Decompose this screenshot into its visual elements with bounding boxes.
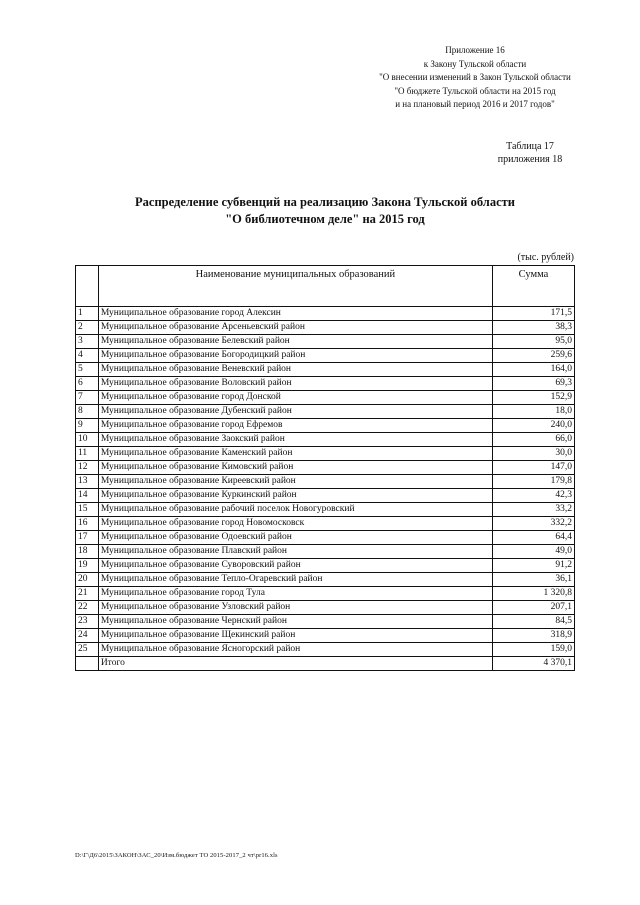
table-row (76, 433, 575, 447)
document-title (100, 194, 550, 228)
units-label: (тыс. рублей) (517, 252, 574, 263)
row-num-cell: 22 (76, 601, 99, 615)
row-sum-cell: 259,6 (492, 349, 574, 363)
row-sum-cell: 18,0 (492, 405, 574, 419)
row-sum-cell: 91,2 (492, 559, 574, 573)
table-row (76, 587, 575, 601)
row-name-cell: Муниципальное образование город Ефремов (98, 419, 492, 433)
row-sum-cell: 318,9 (492, 629, 574, 643)
total-row (76, 657, 575, 671)
appendix-line: к Закону Тульской области (423, 58, 527, 69)
table-row (76, 419, 575, 433)
row-num-cell: 9 (76, 419, 99, 433)
row-sum-cell: 207,1 (492, 601, 574, 615)
row-name-cell: Муниципальное образование Арсеньевский район (98, 321, 492, 335)
row-name-cell: Муниципальное образование Заокский район (98, 433, 492, 447)
row-name-cell: Муниципальное образование город Новомосковск (98, 517, 492, 531)
row-name-cell: Муниципальное образование Чернский район (98, 615, 492, 629)
row-name-cell: Муниципальное образование Тепло-Огаревский район (98, 573, 492, 587)
subventions-table (75, 265, 575, 671)
row-num-cell: 25 (76, 643, 99, 657)
row-num-cell: 23 (76, 615, 99, 629)
row-name-cell: Муниципальное образование город Донской (98, 391, 492, 405)
appendix-line: "О бюджете Тульской области на 2015 год (394, 85, 556, 96)
row-name-cell: Муниципальное образование Веневский район (98, 363, 492, 377)
table-row (76, 559, 575, 573)
table-row (76, 601, 575, 615)
table-row (76, 363, 575, 377)
row-name-cell: Муниципальное образование Щекинский район (98, 629, 492, 643)
row-num-cell: 17 (76, 531, 99, 545)
table-row (76, 475, 575, 489)
table-row (76, 643, 575, 657)
table-row (76, 545, 575, 559)
document-title-line: Распределение субвенций на реализацию Закона Тульской области (135, 195, 515, 209)
row-sum-cell: 147,0 (492, 461, 574, 475)
row-name-cell: Муниципальное образование Каменский район (98, 447, 492, 461)
row-sum-cell: 42,3 (492, 489, 574, 503)
row-sum-cell: 49,0 (492, 545, 574, 559)
row-sum-cell: 95,0 (492, 335, 574, 349)
appendix-line: "О внесении изменений в Закон Тульской области (379, 72, 571, 82)
row-name-cell: Муниципальное образование рабочий поселок Новогуровский (98, 503, 492, 517)
row-name-cell: Муниципальное образование Киреевский район (98, 475, 492, 489)
row-sum-cell: 171,5 (492, 307, 574, 321)
header-name-cell: Наименование муниципальных образований (98, 266, 492, 307)
row-name-cell: Муниципальное образование Ясногорский район (98, 643, 492, 657)
row-sum-cell: 84,5 (492, 615, 574, 629)
header-num-cell (76, 266, 99, 307)
row-name-cell: Муниципальное образование Кимовский район (98, 461, 492, 475)
table-row (76, 321, 575, 335)
appendix-line: Приложение 16 (445, 45, 505, 55)
table-row (76, 531, 575, 545)
row-num-cell: 13 (76, 475, 99, 489)
row-sum-cell: 38,3 (492, 321, 574, 335)
row-sum-cell: 332,2 (492, 517, 574, 531)
table-row (76, 377, 575, 391)
row-num-cell: 19 (76, 559, 99, 573)
row-num-cell: 11 (76, 447, 99, 461)
row-name-cell: Муниципальное образование город Тула (98, 587, 492, 601)
row-num-cell: 20 (76, 573, 99, 587)
row-sum-cell: 30,0 (492, 447, 574, 461)
file-path-footer: D:\Г\Д6\2015\ЗАКОН\ЗАС_20\Изм.бюджет ТО 2015-2017_2 чт\pr16.xls (75, 852, 278, 859)
row-sum-cell: 66,0 (492, 433, 574, 447)
appendix-line: и на плановый период 2016 и 2017 годов" (395, 99, 555, 109)
table-row (76, 461, 575, 475)
table-row (76, 615, 575, 629)
row-name-cell: Муниципальное образование Суворовский район (98, 559, 492, 573)
row-sum-cell: 152,9 (492, 391, 574, 405)
row-num-cell: 2 (76, 321, 99, 335)
document-title-line: "О библиотечном деле" на 2015 год (225, 212, 425, 226)
row-num-cell: 6 (76, 377, 99, 391)
table-row (76, 573, 575, 587)
row-num-cell: 4 (76, 349, 99, 363)
table-row (76, 391, 575, 405)
table-row (76, 503, 575, 517)
row-sum-cell: 159,0 (492, 643, 574, 657)
table-row (76, 447, 575, 461)
row-name-cell: Муниципальное образование Воловский район (98, 377, 492, 391)
row-sum-cell: 240,0 (492, 419, 574, 433)
table-row (76, 349, 575, 363)
row-name-cell: Итого (98, 657, 492, 671)
row-num-cell (76, 657, 99, 671)
row-name-cell: Муниципальное образование Куркинский район (98, 489, 492, 503)
row-sum-cell: 36,1 (492, 573, 574, 587)
table-row (76, 307, 575, 321)
row-num-cell: 7 (76, 391, 99, 405)
row-sum-cell: 164,0 (492, 363, 574, 377)
table-row (76, 489, 575, 503)
row-num-cell: 12 (76, 461, 99, 475)
row-sum-cell: 33,2 (492, 503, 574, 517)
table-row (76, 335, 575, 349)
row-name-cell: Муниципальное образование Дубенский район (98, 405, 492, 419)
row-name-cell: Муниципальное образование Богородицкий район (98, 349, 492, 363)
table-reference-line: приложения 18 (497, 154, 563, 165)
row-name-cell: Муниципальное образование Одоевский район (98, 531, 492, 545)
row-name-cell: Муниципальное образование Узловский район (98, 601, 492, 615)
table-reference-line: Таблица 17 (506, 141, 554, 152)
row-sum-cell: 64,4 (492, 531, 574, 545)
row-num-cell: 21 (76, 587, 99, 601)
row-num-cell: 8 (76, 405, 99, 419)
row-num-cell: 18 (76, 545, 99, 559)
row-num-cell: 3 (76, 335, 99, 349)
row-num-cell: 10 (76, 433, 99, 447)
table-row (76, 405, 575, 419)
appendix-header (330, 44, 620, 112)
row-num-cell: 1 (76, 307, 99, 321)
row-sum-cell: 4 370,1 (492, 657, 574, 671)
row-num-cell: 5 (76, 363, 99, 377)
row-num-cell: 16 (76, 517, 99, 531)
table-row (76, 517, 575, 531)
row-name-cell: Муниципальное образование Белевский район (98, 335, 492, 349)
row-name-cell: Муниципальное образование Плавский район (98, 545, 492, 559)
row-name-cell: Муниципальное образование город Алексин (98, 307, 492, 321)
row-num-cell: 15 (76, 503, 99, 517)
table-reference (470, 140, 590, 166)
row-sum-cell: 69,3 (492, 377, 574, 391)
table-header-row (76, 266, 575, 307)
row-sum-cell: 1 320,8 (492, 587, 574, 601)
header-sum-cell: Сумма (492, 266, 574, 307)
table-row (76, 629, 575, 643)
row-sum-cell: 179,8 (492, 475, 574, 489)
row-num-cell: 24 (76, 629, 99, 643)
row-num-cell: 14 (76, 489, 99, 503)
